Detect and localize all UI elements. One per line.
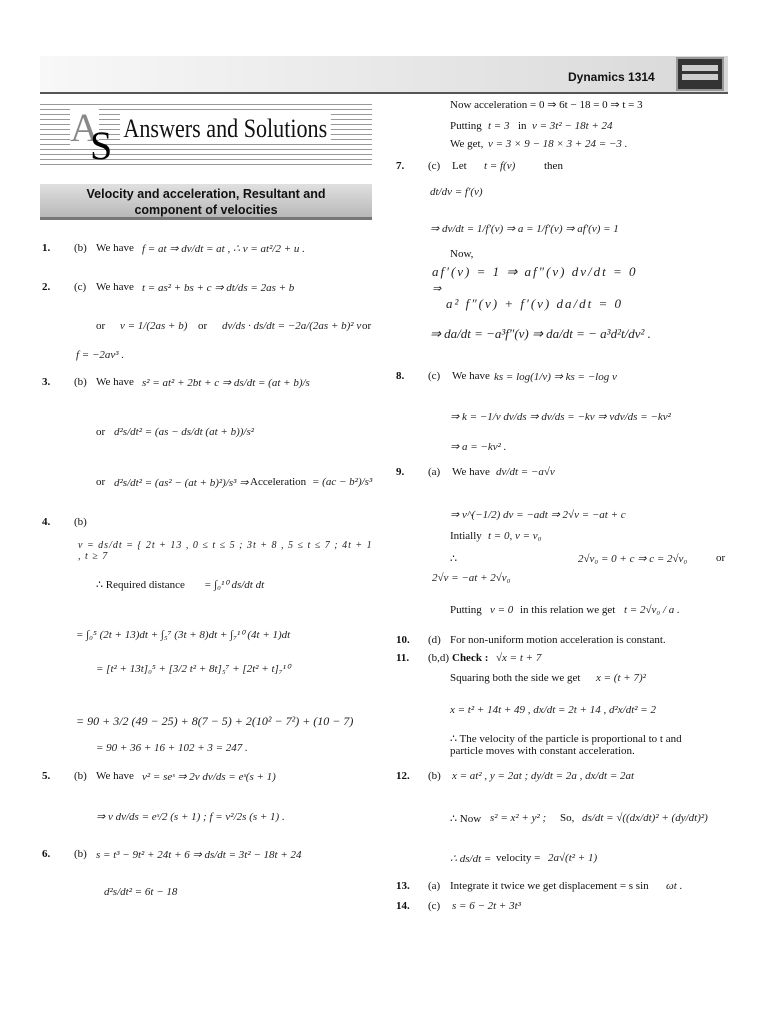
question-number: 8. (396, 370, 405, 382)
equation: dv/dt = −a√v (496, 466, 555, 478)
equation: af′(v) = 1 ⇒ af″(v) dv/dt = 0 (432, 264, 638, 279)
equation: = ∫₀¹⁰ ds/dt dt (204, 579, 265, 591)
question-number: 9. (396, 466, 405, 478)
equation: ks = log(1/v) ⇒ ks = −log v (494, 371, 617, 383)
answer-text: We have (96, 770, 134, 782)
equation: v² = seˢ ⇒ 2v dv/ds = eˢ(s + 1) (142, 771, 276, 783)
equation: ⇒ v^(−1/2) dv = −adt ⇒ 2√v = −at + c (450, 509, 626, 521)
answer-text: Integrate it twice we get displacement = s sin (450, 880, 649, 892)
equation: d²s/dt² = (as − ds/dt (at + b))/s² (114, 426, 255, 438)
section-logo-letter-s: S (90, 123, 113, 168)
equation: ⇒ a = −kv² . (450, 441, 507, 453)
question-number: 6. (42, 848, 51, 860)
question-number: 5. (42, 770, 51, 782)
equation: = (ac − b²)/s³ (312, 476, 373, 488)
answer-option: (b,d) (428, 652, 450, 664)
question-number: 10. (396, 634, 410, 646)
answer-text: then (544, 160, 563, 172)
answer-text: ∴ Now (450, 813, 482, 825)
answer-text: ∴ Required distance (96, 579, 185, 591)
answer-option: (b) (428, 770, 441, 782)
equation: d²s/dt² = 6t − 18 (104, 886, 178, 898)
answer-option: (c) (74, 281, 87, 293)
equation: √x = t + 7 (496, 652, 542, 664)
equation: t = 3 (488, 120, 510, 132)
answer-text: So, (560, 812, 575, 824)
equation: ds/dt = √((dx/dt)² + (dy/dt)²) (582, 812, 708, 824)
connective-text: or (716, 552, 726, 564)
equation: t = as² + bs + c ⇒ dt/ds = 2as + b (142, 282, 295, 294)
check-label: Check : (452, 652, 489, 664)
answer-text: ∴ The velocity of the particle is proportional to t and (450, 733, 682, 745)
equation: x = at² , y = 2at ; dy/dt = 2a , dx/dt = 2at (452, 770, 635, 782)
answer-text: in (518, 120, 527, 132)
page-header-title: Dynamics 1314 (568, 70, 655, 84)
answer-text: in this relation we get (520, 604, 616, 616)
equation: ⇒ k = −1/v dv/ds ⇒ dv/ds = −kv ⇒ vdv/ds = −kv² (450, 411, 671, 423)
subsection-heading-line1: Velocity and acceleration, Resultant and (86, 187, 326, 201)
continuation-text: Now acceleration = 0 ⇒ 6t − 18 = 0 ⇒ t = 3 (450, 99, 643, 111)
connective-text: or (96, 320, 106, 332)
answer-text: We have (96, 281, 134, 293)
piecewise-equation: v = ds/dt = { 2t + 13 , 0 ≤ t ≤ 5 ; 3t + 8 , 5 ≤ t ≤ 7 ; 4t + 1 , t ≥ 7 (78, 540, 373, 562)
answer-text: Now, (450, 248, 474, 260)
question-number: 14. (396, 900, 410, 912)
question-number: 4. (42, 516, 51, 528)
equation: a² f″(v) + f′(v) da/dt = 0 (446, 296, 624, 311)
question-number: 11. (396, 652, 410, 664)
answer-text: particle moves with constant acceleration. (450, 745, 635, 757)
question-number: 3. (42, 376, 51, 388)
publisher-logo (676, 57, 724, 91)
answer-option: (b) (74, 376, 87, 388)
equation: dv/ds · ds/dt = −2a/(2as + b)² v (222, 320, 362, 332)
question-number: 12. (396, 770, 410, 782)
answer-option: (c) (428, 370, 441, 382)
answer-text: Intially (450, 530, 482, 542)
answer-text: velocity = (496, 852, 541, 864)
equation: 2√v₀ = 0 + c ⇒ c = 2√v₀ (578, 553, 688, 565)
answer-option: (b) (74, 848, 87, 860)
question-number: 7. (396, 160, 405, 172)
connective-text: or (362, 320, 372, 332)
answer-text: Putting (450, 604, 482, 616)
equation: = 90 + 3/2 (49 − 25) + 8(7 − 5) + 2(10² − 7²) + (10 − 7) (76, 714, 354, 728)
answer-text: Let (452, 160, 467, 172)
equation: v = 3t² − 18t + 24 (532, 120, 613, 132)
subsection-heading-box (40, 184, 372, 220)
answer-text: For non-uniform motion acceleration is constant. (450, 634, 666, 646)
answer-text: We have (452, 370, 490, 382)
equation: ⇒ v dv/ds = eˢ/2 (s + 1) ; f = v²/2s (s + 1) . (96, 811, 285, 823)
equation: = [t² + 13t]₀⁵ + [3/2 t² + 8t]₅⁷ + [2t² + t]₇¹⁰ (96, 663, 291, 675)
answer-option: (b) (74, 516, 87, 528)
connective-text: or (96, 476, 106, 488)
answer-option: (d) (428, 634, 441, 646)
connective-text: or (96, 426, 106, 438)
answer-option: (a) (428, 880, 441, 892)
answer-option: (b) (74, 242, 87, 254)
equation: 2√v = −at + 2√v₀ (432, 572, 511, 584)
question-number: 13. (396, 880, 410, 892)
equation: 2a√(t² + 1) (548, 852, 598, 864)
subsection-heading-line2: component of velocities (134, 203, 278, 217)
answer-text: We have (452, 466, 490, 478)
equation: = 90 + 36 + 16 + 102 + 3 = 247 . (96, 742, 248, 754)
equation: t = 0, v = v₀ (488, 530, 542, 542)
equation: x = t² + 14t + 49 , dx/dt = 2t + 14 , d²x/dt² = 2 (450, 704, 656, 716)
equation: s² = x² + y² ; (490, 812, 547, 824)
equation: ⇒ da/dt = −a³f″(v) ⇒ da/dt = − a³d²t/dv² . (430, 326, 651, 341)
answer-text: We get, (450, 138, 484, 150)
answer-option: (c) (428, 160, 441, 172)
equation: = ∫₀⁵ (2t + 13)dt + ∫₅⁷ (3t + 8)dt + ∫₇¹⁰ (4t + 1)dt (76, 629, 291, 641)
section-heading: Answers and Solutions (120, 114, 331, 144)
equation: t = 2√v₀ / a . (624, 604, 680, 616)
equation: d²s/dt² = (as² − (at + b)²)/s³ ⇒ (114, 477, 249, 489)
equation: s = 6 − 2t + 3t³ (452, 900, 521, 912)
question-number: 1. (42, 242, 51, 254)
equation: dt/dv = f′(v) (430, 186, 483, 198)
therefore-symbol: ∴ (450, 553, 457, 565)
equation: ∴ ds/dt = (450, 853, 492, 865)
answer-option: (b) (74, 770, 87, 782)
connective-text: or (198, 320, 208, 332)
answer-text: We have (96, 242, 134, 254)
equation: v = 0 (490, 604, 514, 616)
equation: ⇒ (432, 283, 442, 295)
answer-text: Squaring both the side we get (450, 672, 581, 684)
equation: t = f(v) (484, 160, 516, 172)
equation: f = −2av³ . (76, 349, 125, 361)
equation: f = at ⇒ dv/dt = at , ∴ v = at²/2 + u . (142, 243, 305, 255)
equation: v = 1/(2as + b) (120, 320, 188, 332)
answer-text: Acceleration (250, 476, 307, 488)
header-rule (40, 92, 728, 94)
equation: s = t³ − 9t² + 24t + 6 ⇒ ds/dt = 3t² − 18t + 24 (96, 849, 302, 861)
answer-text: Putting (450, 120, 482, 132)
answer-text: We have (96, 376, 134, 388)
answer-option: (c) (428, 900, 441, 912)
equation: v = 3 × 9 − 18 × 3 + 24 = −3 . (488, 138, 628, 150)
equation: s² = at² + 2bt + c ⇒ ds/dt = (at + b)/s (142, 377, 310, 389)
answer-option: (a) (428, 466, 441, 478)
question-number: 2. (42, 281, 51, 293)
equation: x = (t + 7)² (596, 672, 646, 684)
equation: ⇒ dv/dt = 1/f′(v) ⇒ a = 1/f′(v) ⇒ af′(v) = 1 (430, 223, 619, 235)
equation: ωt . (666, 880, 683, 892)
section-logo-letter-a: A (70, 105, 99, 150)
